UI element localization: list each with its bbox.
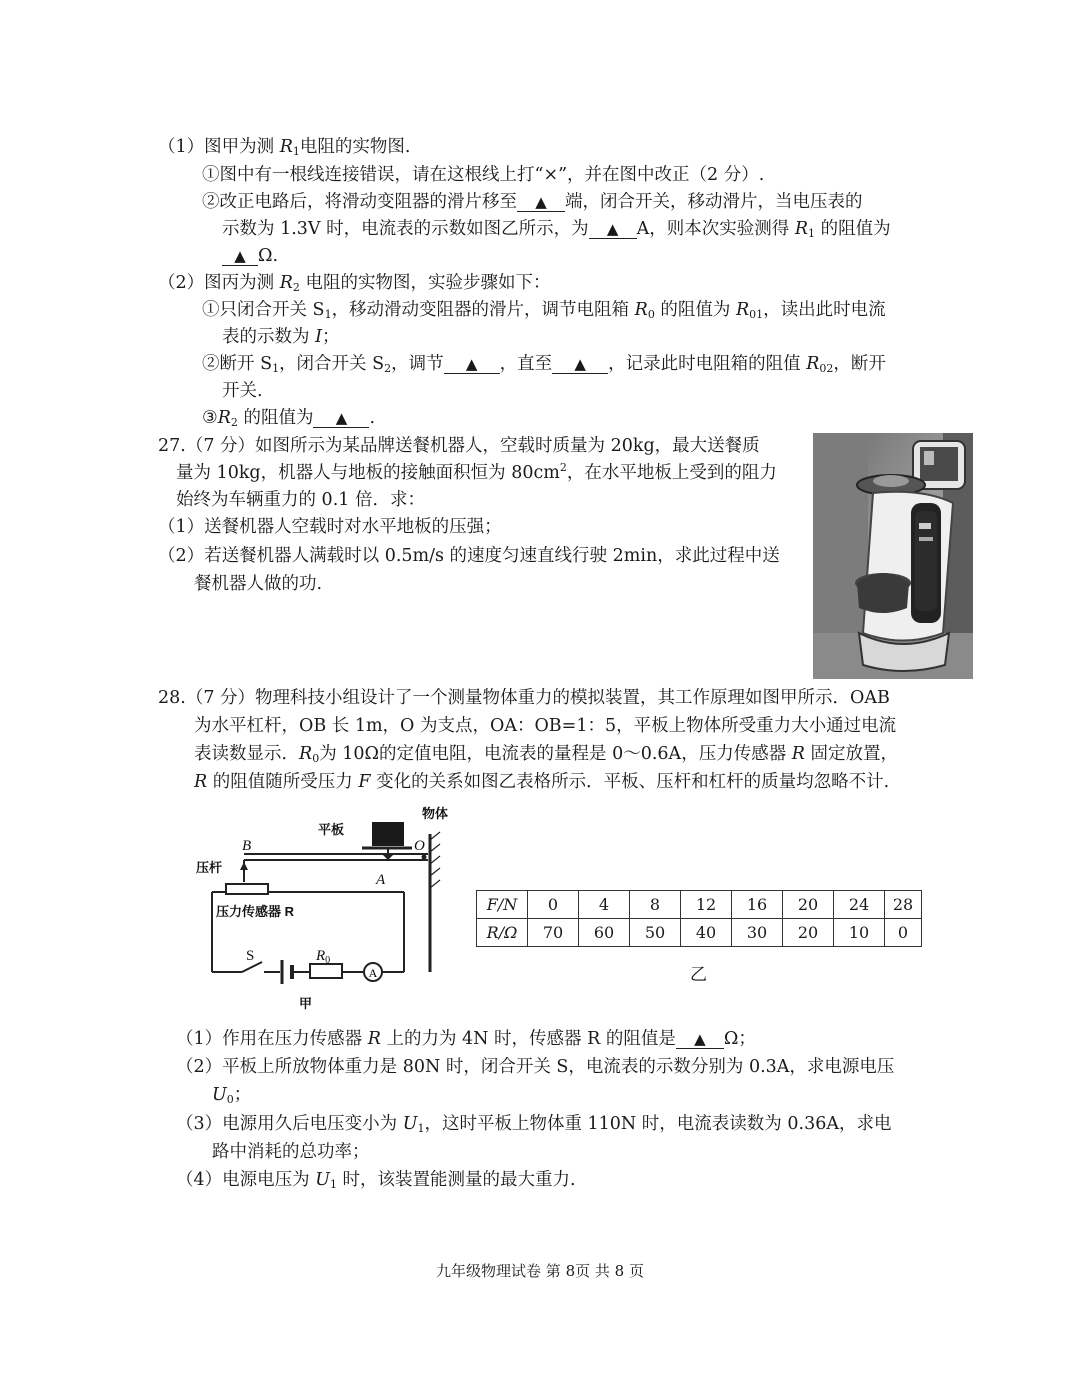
table-cell: 8 [630,891,681,919]
q26-part1-step2-line2: 示数为 1.3V 时，电流表的示数如图乙所示，为 ▲ A，则本次实验测得 $R_1$ 的阻值为 [222,219,891,240]
q27-line1: 27.（7 分）如图所示为某品牌送餐机器人，空载时质量为 20kg，最大送餐质 [158,436,760,456]
q28-sub3: （3）电源用久后电压变小为 $U_1$，这时平板上物体重 110N 时，电流表读数为 0.36A，求电 [176,1114,892,1135]
svg-text:压杆: 压杆 [196,860,223,875]
table-cell: 40 [681,919,732,947]
q27-line3: 始终为车辆重力的 0.1 倍．求： [176,490,425,510]
q28-line1: 28.（7 分）物理科技小组设计了一个测量物体重力的模拟装置，其工作原理如图甲所示．OAB [158,688,890,708]
answer-blank[interactable]: ▲ [313,409,369,428]
q26-part1-step2-line3: ▲ Ω. [222,244,278,268]
object-block [372,822,404,846]
q26-part2-step1: ①只闭合开关 $S_1$，移动滑动变阻器的滑片，调节电阻箱 $R_0$ 的阻值为 $R_{01}$，读出此时电流 [202,300,886,321]
table-cell: 70 [528,919,579,947]
q26-part2-step2-line2: 开关. [222,381,263,401]
q28-line3: 表读数显示．$R_0$为 10Ω的定值电阻，电流表的量程是 0～0.6A，压力传感器 R 固定放置， [194,744,899,765]
svg-text:平板: 平板 [318,822,345,837]
answer-blank[interactable]: ▲ [676,1030,724,1049]
q26-part2: （2）图丙为测 $R_2$ 电阻的实物图，实验步骤如下： [158,273,551,294]
force-resistance-table [476,890,922,947]
svg-text:S: S [246,948,255,964]
q28-sub1: （1）作用在压力传感器 R 上的力为 4N 时，传感器 R 的阻值是 ▲ Ω； [176,1029,756,1049]
svg-text:A: A [368,966,378,980]
table-cell: 24 [834,891,885,919]
q27-line2: 量为 10kg，机器人与地板的接触面积恒为 $80cm^2$，在水平地板上受到的阻力 [176,461,777,483]
table-cell: 50 [630,919,681,947]
table-cell: 10 [834,919,885,947]
pressure-sensor [226,884,268,894]
q26-part1: （1）图甲为测 $R_1$电阻的实物图. [158,137,411,158]
svg-text:甲: 甲 [299,996,313,1011]
table-cell: 60 [579,919,630,947]
table-cell: 12 [681,891,732,919]
q26-part1-step2: ②改正电路后，将滑动变阻器的滑片移至 ▲ 端，闭合开关，移动滑片，当电压表的 [202,192,863,212]
table-header-cell: R/Ω [477,919,528,947]
q28-sub2-line2: $U_0$； [212,1085,252,1106]
table-cell: 0 [885,919,922,947]
table-cell: 30 [732,919,783,947]
table-caption: 乙 [690,965,707,985]
table-cell: 0 [528,891,579,919]
fixed-resistor [310,964,342,978]
page-footer: 九年级物理试卷 第 8页 共 8 页 [436,1262,644,1280]
robot-photo [813,433,973,679]
table-cell: 16 [732,891,783,919]
q28-sub3-line2: 路中消耗的总功率； [212,1142,370,1162]
answer-blank[interactable]: ▲ [444,355,500,374]
svg-text:O: O [414,838,425,854]
svg-text:B: B [242,838,252,854]
q26-part2-step1-line2: 表的示数为 I； [222,327,340,347]
answer-blank[interactable]: ▲ [589,220,637,239]
answer-blank[interactable]: ▲ [552,355,608,374]
q28-sub2: （2）平板上所放物体重力是 80N 时，闭合开关 S，电流表的示数分别为 0.3A，求电源电压 [176,1057,895,1077]
q27-sub2-line2: 餐机器人做的功. [194,574,323,594]
svg-text:R0: $R_0$ [316,948,331,966]
q27-sub2: （2）若送餐机器人满载时以 0.5m/s 的速度匀速直线行驶 2min，求此过程中送 [158,546,780,566]
table-cell: 28 [885,891,922,919]
q26-part1-step1: ①图中有一根线连接错误，请在这根线上打“×”，并在图中改正（2 分）. [202,165,765,185]
svg-text:A: A [376,872,386,888]
svg-text:物体: 物体 [422,806,449,821]
q26-part2-step2: ②断开 $S_1$，闭合开关 $S_2$，调节 ▲ ，直至 ▲ ，记录此时电阻箱的阻值 $R_{02}$，断开 [202,354,886,375]
q27-sub1: （1）送餐机器人空载时对水平地板的压强； [158,517,502,537]
table-cell: 4 [579,891,630,919]
svg-text:压力传感器 R: 压力传感器 R [216,904,295,919]
q26-part2-step3: $③R_2$ 的阻值为 ▲ . [202,408,376,429]
q28-sub4: （4）电源电压为 $U_1$ 时，该装置能测量的最大重力. [176,1170,576,1191]
table-cell: 20 [783,891,834,919]
table-cell: 20 [783,919,834,947]
table-row [477,891,922,919]
answer-blank[interactable]: ▲ [222,247,258,266]
table-row [477,919,922,947]
q28-line4: R 的阻值随所受压力 F 变化的关系如图乙表格所示．平板、压杆和杠杆的质量均忽略不计. [194,772,890,792]
answer-blank[interactable]: ▲ [517,193,565,212]
q28-line2: 为水平杠杆，OB 长 1m，O 为支点，OA：OB=1：5，平板上物体所受重力大小通过电流 [194,716,897,736]
table-header-cell: F/N [477,891,528,919]
circuit-diagram [196,800,456,1012]
